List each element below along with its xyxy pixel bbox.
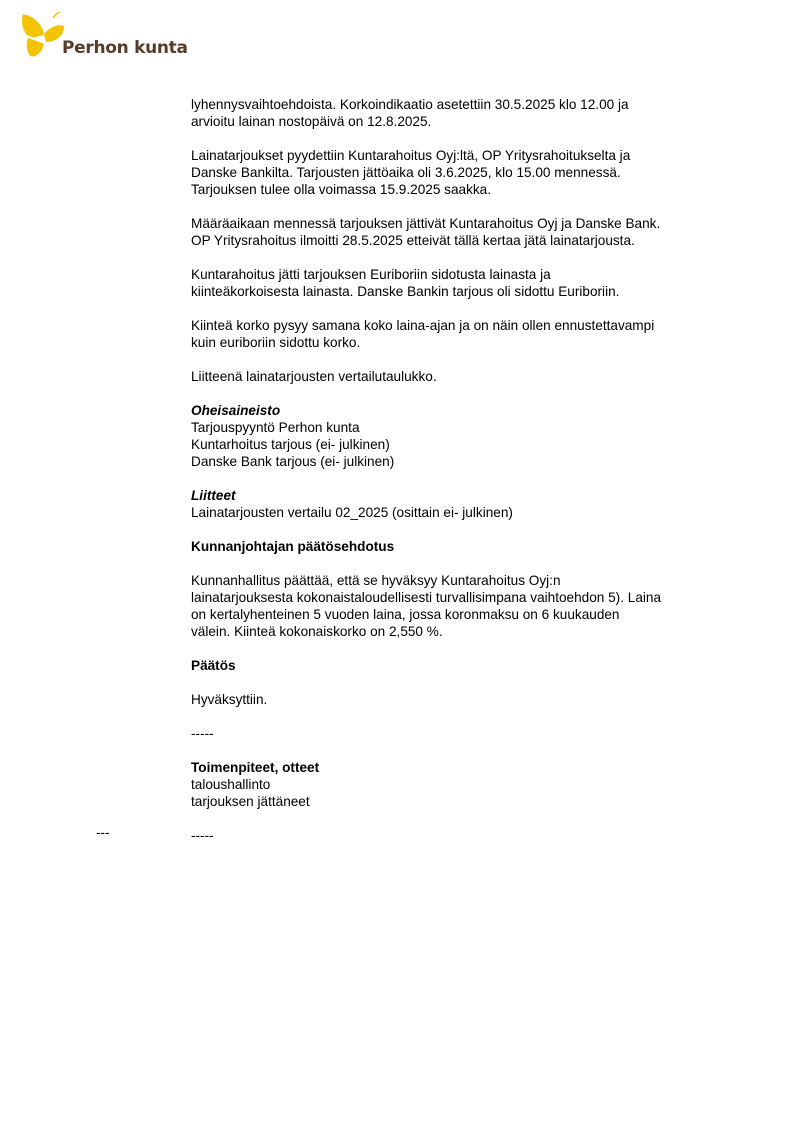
paragraph-liitteena [191, 368, 711, 385]
text-line: arvioitu lainan nostopäivä on 12.8.2025. [191, 114, 432, 129]
section-liitteet [191, 487, 711, 521]
text-line: kiinteäkorkoisesta lainasta. Danske Bankin tarjous oli sidottu Euriboriin. [191, 284, 620, 299]
perhon-kunta-logo [20, 12, 190, 62]
butterfly-icon [20, 12, 64, 58]
paragraph-kuntarahoitus [191, 266, 711, 300]
text-line: kuin euriboriin sidottu korko. [191, 335, 361, 350]
heading-paatosehdotus: Kunnanjohtajan päätösehdotus [191, 539, 395, 554]
text-line: Tarjouksen tulee olla voimassa 15.9.2025 saakka. [191, 182, 491, 197]
attachment-item: Tarjouspyyntö Perhon kunta [191, 420, 360, 435]
paragraph-lainatarjoukset [191, 147, 711, 198]
text-line: Danske Bankilta. Tarjousten jättöaika oli 3.6.2025, klo 15.00 mennessä. [191, 165, 621, 180]
separator [191, 725, 711, 742]
heading-toimenpiteet: Toimenpiteet, otteet [191, 760, 320, 775]
separator-dashes: ----- [191, 828, 214, 843]
text-line: Hyväksyttiin. [191, 692, 268, 707]
paragraph-kiintea-korko [191, 317, 711, 351]
recipient-item: taloushallinto [191, 777, 271, 792]
footer-left-dashes: --- [96, 825, 110, 840]
recipient-item: tarjouksen jättäneet [191, 794, 310, 809]
text-line: Kiinteä korko pysyy samana koko laina-ajan ja on näin ollen ennustettavampi [191, 318, 655, 333]
text-line: OP Yritysrahoitus ilmoitti 28.5.2025 etteivät tällä kertaa jätä lainatarjousta. [191, 233, 635, 248]
paragraph-paatos [191, 691, 711, 708]
section-paatos-heading [191, 657, 711, 674]
section-ehdotus-heading [191, 538, 711, 555]
logo-text: Perhon kunta [62, 38, 188, 58]
attachment-item: Lainatarjousten vertailu 02_2025 (osittain ei- julkinen) [191, 505, 513, 520]
text-line: Lainatarjoukset pyydettiin Kuntarahoitus Oyj:ltä, OP Yritysrahoitukselta ja [191, 148, 631, 163]
text-line: Kunnanhallitus päättää, että se hyväksyy Kuntarahoitus Oyj:n [191, 573, 561, 588]
heading-paatos: Päätös [191, 658, 236, 673]
text-line: lyhennysvaihtoehdoista. Korkoindikaatio asetettiin 30.5.2025 klo 12.00 ja [191, 97, 629, 112]
text-line: välein. Kiinteä kokonaiskorko on 2,550 %. [191, 624, 443, 639]
attachment-item: Kuntarhoitus tarjous (ei- julkinen) [191, 437, 390, 452]
section-toimenpiteet [191, 759, 711, 810]
attachment-item: Danske Bank tarjous (ei- julkinen) [191, 454, 395, 469]
text-line: on kertalyhenteinen 5 vuoden laina, jossa koronmaksu on 6 kuukauden [191, 607, 620, 622]
text-line: lainatarjouksesta kokonaistaloudellisesti turvallisimpana vaihtoehdon 5). Laina [191, 590, 662, 605]
footer-separator [191, 827, 711, 844]
heading-oheisaineisto: Oheisaineisto [191, 403, 281, 418]
separator-dashes: ----- [191, 726, 214, 741]
paragraph-maaraaika [191, 215, 711, 249]
section-oheisaineisto [191, 402, 711, 470]
text-line: Kuntarahoitus jätti tarjouksen Euriboriin sidotusta lainasta ja [191, 267, 551, 282]
paragraph-lyhennysvaihtoehdot [191, 96, 711, 130]
text-line: Liitteenä lainatarjousten vertailutaulukko. [191, 369, 437, 384]
heading-liitteet: Liitteet [191, 488, 236, 503]
text-line: Määräaikaan mennessä tarjouksen jättivät Kuntarahoitus Oyj ja Danske Bank. [191, 216, 661, 231]
document-body [191, 96, 711, 861]
paragraph-ehdotus [191, 572, 711, 640]
